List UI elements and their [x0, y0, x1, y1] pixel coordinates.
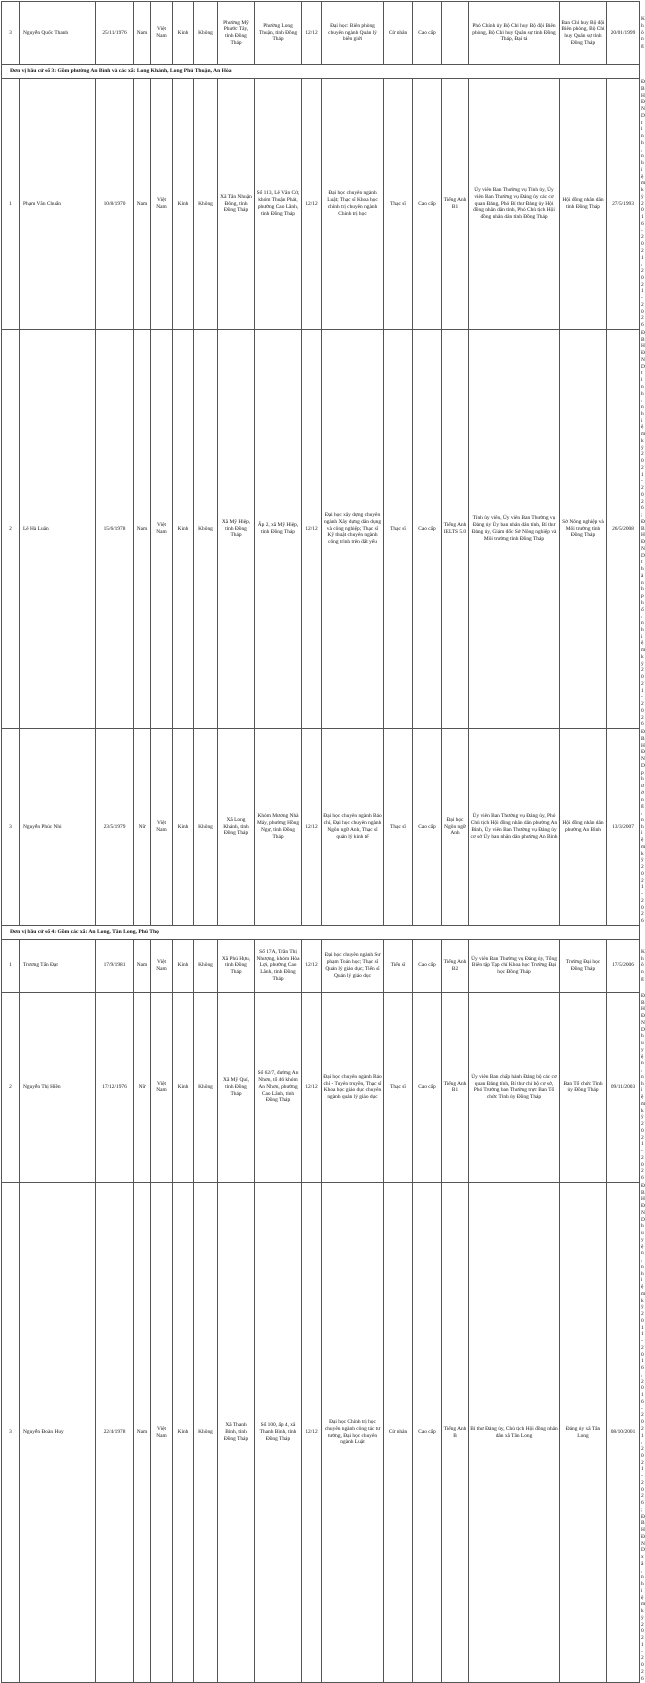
cell-residence: Số 17A, Trần Thị Nhượng, khóm Hòa Lợi, phường Cao Lãnh, tỉnh Đồng Tháp: [255, 939, 302, 992]
cell-party-date: 09/11/2003: [607, 992, 640, 1182]
cell-political: Cao cấp: [413, 79, 442, 330]
cell-party-date: 26/5/2008: [607, 329, 640, 728]
cell-language: Tiếng Anh B1: [442, 79, 469, 330]
cell-party-date: 17/5/2006: [607, 939, 640, 992]
cell-degree: Thạc sĩ: [384, 329, 413, 728]
cell-party-date: 13/3/2007: [607, 729, 640, 926]
cell-language: Tiếng Anh IELTS 5.0: [442, 329, 469, 728]
cell-degree: Thạc sĩ: [384, 729, 413, 926]
cell-ethnicity: Kinh: [173, 939, 194, 992]
cell-language: Tiếng Anh B2: [442, 939, 469, 992]
cell-gender: Nữ: [134, 992, 151, 1182]
cell-religion: Không: [194, 729, 218, 926]
cell-religion: Không: [194, 939, 218, 992]
cell-education: 12/12: [302, 1182, 322, 1683]
cell-hometown: Xã Long Khánh, tỉnh Đồng Tháp: [218, 729, 255, 926]
cell-nationality: Việt Nam: [151, 329, 173, 728]
cell-political: Cao cấp: [413, 2, 442, 65]
cell-ethnicity: Kinh: [173, 992, 194, 1182]
table-row: 3 Nguyễn Đoàn Huy 22/4/1978 Nam Việt Nam Kinh Không Xã Thanh Bình, tỉnh Đồng Tháp Số 100, ấp 4, xã Thanh Bình, tỉnh Đồng Tháp 12/12 Đại học Chính trị học chuyên ngành công tác tư tưởng, Đại học chuyên ngành Luật Cử nhân Cao cấp Tiếng Anh B Bí thư Đảng ủy, Chủ tịch Hội đồng nhân dân xã Tân Long Đảng ủy xã Tân Long 08/10/2001 ĐBHĐND huyện, nhiệm kỳ 2011-2016, 2016-2021, 2021-2026; ĐBHĐND xã, nhiệm kỳ 2021-2026: [2, 1182, 640, 1683]
cell-workplace: Trường Đại học Đồng Tháp: [560, 939, 607, 992]
cell-language: Tiếng Anh B: [442, 1182, 469, 1683]
cell-language: Đại học Ngôn ngữ Anh: [442, 729, 469, 926]
section-header-row: [2, 65, 640, 79]
cell-ethnicity: Kinh: [173, 729, 194, 926]
cell-religion: Không: [194, 79, 218, 330]
cell-specialty: Đại học chuyên ngành Báo chí - Tuyên truyền, Thạc sĩ Khoa học giáo dục chuyên ngành quản lý giáo dục: [322, 992, 384, 1182]
table-row: 2 Lê Hà Luân 15/6/1978 Nam Việt Nam Kinh Không Xã Mỹ Hiệp, tỉnh Đồng Tháp Ấp 2, xã Mỹ Hiệp, tỉnh Đồng Tháp 12/12 Đại học xây dựng chuyên ngành Xây dựng dân dụng và công nghiệp; Thạc sĩ Kỹ thuật chuyên ngành công trình trên đất yếu Thạc sĩ Cao cấp Tiếng Anh IELTS 5.0 Tỉnh ủy viên, Ủy viên Ban Thường vụ Đảng ủy Ủy ban nhân dân tỉnh, Bí thư Đảng ủy, Giám đốc Sở Nông nghiệp và Môi trường tỉnh Đồng Tháp Sở Nông nghiệp và Môi trường tỉnh Đồng Tháp 26/5/2008 ĐBHĐND tỉnh, nhiệm kỳ 2021-2026; ĐBHĐND thành phố, nhiệm kỳ 2021-2026: [2, 329, 640, 728]
cell-position: Ủy viên Ban Thường vụ Đảng ủy, Phó Chủ tịch Hội đồng nhân dân phường An Bình, Ủy viên Ban Thường vụ Đảng ủy cơ sở Ủy ban nhân dân phường An Bình: [469, 729, 560, 926]
cell-ethnicity: Kinh: [173, 1182, 194, 1683]
cell-residence: Phường Long Thuận, tỉnh Đồng Tháp: [255, 2, 302, 65]
cell-degree: Cử nhân: [384, 2, 413, 65]
cell-ethnicity: Kinh: [173, 79, 194, 330]
cell-religion: Không: [194, 992, 218, 1182]
cell-hometown: Xã Mỹ Hiệp, tỉnh Đồng Tháp: [218, 329, 255, 728]
cell-political: Cao cấp: [413, 992, 442, 1182]
cell-language: [442, 2, 469, 65]
cell-nationality: Việt Nam: [151, 729, 173, 926]
cell-specialty: Đại học: Biên phòng chuyên ngành Quản lý biên giới: [322, 2, 384, 65]
cell-nationality: Việt Nam: [151, 939, 173, 992]
table-row: 3 Nguyễn Phúc Nhi 23/5/1979 Nữ Việt Nam Kinh Không Xã Long Khánh, tỉnh Đồng Tháp Khóm Mương Nhà Máy, phường Hồng Ngự, tỉnh Đồng Tháp 12/12 Đại học chuyên ngành Báo chí, Đại học chuyên ngành Ngôn ngữ Anh, Thạc sĩ quản lý kinh tế Thạc sĩ Cao cấp Đại học Ngôn ngữ Anh Ủy viên Ban Thường vụ Đảng ủy, Phó Chủ tịch Hội đồng nhân dân phường An Bình, Ủy viên Ban Thường vụ Đảng ủy cơ sở Ủy ban nhân dân phường An Bình Hội đồng nhân dân phường An Bình 13/3/2007 ĐBHĐND phường, nhiệm kỳ 2021-2026: [2, 729, 640, 926]
cell-name: Nguyễn Đoàn Huy: [20, 1182, 96, 1683]
cell-party-date: 27/5/1993: [607, 79, 640, 330]
cell-name: Nguyễn Phúc Nhi: [20, 729, 96, 926]
cell-dob: 25/11/1976: [96, 2, 134, 65]
cell-workplace: Sở Nông nghiệp và Môi trường tỉnh Đồng Tháp: [560, 329, 607, 728]
cell-workplace: Đảng ủy xã Tân Long: [560, 1182, 607, 1683]
cell-stt: 3: [2, 729, 20, 926]
cell-education: 12/12: [302, 939, 322, 992]
cell-residence: Ấp 2, xã Mỹ Hiệp, tỉnh Đồng Tháp: [255, 329, 302, 728]
cell-degree: Thạc sĩ: [384, 992, 413, 1182]
cell-position: Phó Chính ủy Bộ Chỉ huy Bộ đội Biên phòng, Bộ Chỉ huy Quân sự tỉnh Đồng Tháp, Đại tá: [469, 2, 560, 65]
cell-education: 12/12: [302, 729, 322, 926]
cell-nationality: Việt Nam: [151, 1182, 173, 1683]
cell-degree: Tiến sĩ: [384, 939, 413, 992]
cell-education: 12/12: [302, 992, 322, 1182]
cell-hometown: Xã Tân Nhuận Đông, tỉnh Đồng Tháp: [218, 79, 255, 330]
cell-name: Lê Hà Luân: [20, 329, 96, 728]
cell-dob: 17/12/1976: [96, 992, 134, 1182]
cell-language: Tiếng Anh B1: [442, 992, 469, 1182]
cell-position: Ủy viên Ban Thường vụ Đảng ủy, Tổng Biên tập Tạp chí Khoa học Trường Đại học Đồng Tháp: [469, 939, 560, 992]
cell-religion: Không: [194, 329, 218, 728]
cell-workplace: Ban Tổ chức Tỉnh ủy Đồng Tháp: [560, 992, 607, 1182]
cell-name: Nguyễn Thị Hiền: [20, 992, 96, 1182]
cell-dob: 10/8/1970: [96, 79, 134, 330]
cell-hometown: Xã Phú Hựu, tỉnh Đồng Tháp: [218, 939, 255, 992]
cell-stt: 1: [2, 79, 20, 330]
cell-residence: Khóm Mương Nhà Máy, phường Hồng Ngự, tỉnh Đồng Tháp: [255, 729, 302, 926]
cell-gender: Nam: [134, 1182, 151, 1683]
cell-gender: Nam: [134, 939, 151, 992]
cell-education: 12/12: [302, 79, 322, 330]
cell-degree: Thạc sĩ: [384, 79, 413, 330]
cell-workplace: Ban Chỉ huy Bộ đội Biên phòng, Bộ Chỉ huy Quân sự tỉnh Đồng Tháp: [560, 2, 607, 65]
table-body: [2, 2, 645, 1683]
cell-position: Bí thư Đảng ủy, Chủ tịch Hội đồng nhân dân xã Tân Long: [469, 1182, 560, 1683]
cell-stt: 3: [2, 2, 20, 65]
cell-party-date: 08/10/2001: [607, 1182, 640, 1683]
cell-position: Tỉnh ủy viên, Ủy viên Ban Thường vụ Đảng ủy Ủy ban nhân dân tỉnh, Bí thư Đảng ủy, Giám đốc Sở Nông nghiệp và Môi trường tỉnh Đồng Tháp: [469, 329, 560, 728]
cell-stt: 1: [2, 939, 20, 992]
cell-dob: 23/5/1979: [96, 729, 134, 926]
cell-residence: Số 113, Lê Văn Cử, khóm Thuận Phát, phường Cao Lãnh, tỉnh Đồng Tháp: [255, 79, 302, 330]
cell-religion: Không: [194, 2, 218, 65]
cell-workplace: Hội đồng nhân dân tỉnh Đồng Tháp: [560, 79, 607, 330]
cell-nationality: Việt Nam: [151, 2, 173, 65]
cell-ethnicity: Kinh: [173, 2, 194, 65]
cell-dob: 15/6/1978: [96, 329, 134, 728]
table-row: 1 Phạm Văn Chuẩn 10/8/1970 Nam Việt Nam Kinh Không Xã Tân Nhuận Đông, tỉnh Đồng Tháp Số 113, Lê Văn Cử, khóm Thuận Phát, phường Cao Lãnh, tỉnh Đồng Tháp 12/12 Đại học chuyên ngành Luật; Thạc sĩ Khoa học chính trị chuyên ngành Chính trị học Thạc sĩ Cao cấp Tiếng Anh B1 Ủy viên Ban Thường vụ Tỉnh ủy, Ủy viên Ban Thường vụ Đảng ủy các cơ quan Đảng, Phó Bí thư Đảng ủy Hội đồng nhân dân tỉnh, Phó Chủ tịch Hội đồng nhân dân tỉnh Đồng Tháp Hội đồng nhân dân tỉnh Đồng Tháp 27/5/1993 ĐBHĐND tỉnh, nhiệm kỳ 2016-2021, 2021-2026: [2, 79, 640, 330]
cell-political: Cao cấp: [413, 939, 442, 992]
section-header: Đơn vị bầu cử số 3: Gồm phường An Bình và các xã: Long Khánh, Long Phú Thuận, An Hòa: [2, 65, 640, 79]
cell-education: 12/12: [302, 2, 322, 65]
cell-hometown: Xã Mỹ Quí, tỉnh Đồng Tháp: [218, 992, 255, 1182]
cell-political: Cao cấp: [413, 329, 442, 728]
cell-specialty: Đại học chuyên ngành Luật; Thạc sĩ Khoa học chính trị chuyên ngành Chính trị học: [322, 79, 384, 330]
cell-party-date: 20/01/1999: [607, 2, 640, 65]
cell-specialty: Đại học chuyên ngành Sư phạm Toán học; Thạc sĩ Quản lý giáo dục; Tiến sĩ Quản lý giáo dục: [322, 939, 384, 992]
cell-hometown: Xã Thanh Bình, tỉnh Đồng Tháp: [218, 1182, 255, 1683]
section-header-row: [2, 925, 640, 939]
cell-gender: Nam: [134, 329, 151, 728]
cell-religion: Không: [194, 1182, 218, 1683]
cell-degree: Cử nhân: [384, 1182, 413, 1683]
cell-ethnicity: Kinh: [173, 329, 194, 728]
cell-residence: Số 100, ấp 4, xã Thanh Bình, tỉnh Đồng Tháp: [255, 1182, 302, 1683]
cell-specialty: Đại học xây dựng chuyên ngành Xây dựng dân dụng và công nghiệp; Thạc sĩ Kỹ thuật chuyên ngành công trình trên đất yếu: [322, 329, 384, 728]
cell-political: Cao cấp: [413, 1182, 442, 1683]
cell-stt: 3: [2, 1182, 20, 1683]
cell-specialty: Đại học Chính trị học chuyên ngành công tác tư tưởng, Đại học chuyên ngành Luật: [322, 1182, 384, 1683]
cell-workplace: Hội đồng nhân dân phường An Bình: [560, 729, 607, 926]
cell-name: Phạm Văn Chuẩn: [20, 79, 96, 330]
cell-dob: 22/4/1978: [96, 1182, 134, 1683]
cell-education: 12/12: [302, 329, 322, 728]
cell-stt: 2: [2, 329, 20, 728]
cell-position: Ủy viên Ban Thường vụ Tỉnh ủy, Ủy viên Ban Thường vụ Đảng ủy các cơ quan Đảng, Phó Bí thư Đảng ủy Hội đồng nhân dân tỉnh, Phó Chủ tịch Hội đồng nhân dân tỉnh Đồng Tháp: [469, 79, 560, 330]
cell-nationality: Việt Nam: [151, 992, 173, 1182]
cell-hometown: Phường Mỹ Phước Tây, tỉnh Đồng Tháp: [218, 2, 255, 65]
cell-specialty: Đại học chuyên ngành Báo chí, Đại học chuyên ngành Ngôn ngữ Anh, Thạc sĩ quản lý kinh tế: [322, 729, 384, 926]
cell-stt: 2: [2, 992, 20, 1182]
cell-gender: Nam: [134, 79, 151, 330]
section-header: Đơn vị bầu cử số 4: Gồm các xã: An Long, Tân Long, Phú Thọ: [2, 925, 640, 939]
table-row: 3 Nguyễn Quốc Thanh 25/11/1976 Nam Việt Nam Kinh Không Phường Mỹ Phước Tây, tỉnh Đồng Tháp Phường Long Thuận, tỉnh Đồng Tháp 12/12 Đại học: Biên phòng chuyên ngành Quản lý biên giới Cử nhân Cao cấp Phó Chính ủy Bộ Chỉ huy Bộ đội Biên phòng, Bộ Chỉ huy Quân sự tỉnh Đồng Tháp, Đại tá Ban Chỉ huy Bộ đội Biên phòng, Bộ Chỉ huy Quân sự tỉnh Đồng Tháp 20/01/1999 Không: [2, 2, 640, 65]
cell-nationality: Việt Nam: [151, 79, 173, 330]
cell-gender: Nữ: [134, 729, 151, 926]
cell-dob: 17/9/1981: [96, 939, 134, 992]
cell-gender: Nam: [134, 2, 151, 65]
table-row: 1 Trương Tấn Đạt 17/9/1981 Nam Việt Nam Kinh Không Xã Phú Hựu, tỉnh Đồng Tháp Số 17A, Trần Thị Nhượng, khóm Hòa Lợi, phường Cao Lãnh, tỉnh Đồng Tháp 12/12 Đại học chuyên ngành Sư phạm Toán học; Thạc sĩ Quản lý giáo dục; Tiến sĩ Quản lý giáo dục Tiến sĩ Cao cấp Tiếng Anh B2 Ủy viên Ban Thường vụ Đảng ủy, Tổng Biên tập Tạp chí Khoa học Trường Đại học Đồng Tháp Trường Đại học Đồng Tháp 17/5/2006 Không: [2, 939, 640, 992]
table-row: 2 Nguyễn Thị Hiền 17/12/1976 Nữ Việt Nam Kinh Không Xã Mỹ Quí, tỉnh Đồng Tháp Số 62/7, đường An Nhơn, tổ 46 khóm An Nhơn, phường Cao Lãnh, tỉnh Đồng Tháp 12/12 Đại học chuyên ngành Báo chí - Tuyên truyền, Thạc sĩ Khoa học giáo dục chuyên ngành quản lý giáo dục Thạc sĩ Cao cấp Tiếng Anh B1 Ủy viên Ban chấp hành Đảng bộ các cơ quan Đảng tỉnh, Bí thư chi bộ cơ sở, Phó Trưởng ban Thường trực Ban Tổ chức Tỉnh ủy Đồng Tháp Ban Tổ chức Tỉnh ủy Đồng Tháp 09/11/2003 ĐBHĐND huyện, nhiệm kỳ 2021-2026: [2, 992, 640, 1182]
cell-position: Ủy viên Ban chấp hành Đảng bộ các cơ quan Đảng tỉnh, Bí thư chi bộ cơ sở, Phó Trưởng ban Thường trực Ban Tổ chức Tỉnh ủy Đồng Tháp: [469, 992, 560, 1182]
cell-political: Cao cấp: [413, 729, 442, 926]
candidate-table: [1, 1, 645, 1683]
cell-residence: Số 62/7, đường An Nhơn, tổ 46 khóm An Nhơn, phường Cao Lãnh, tỉnh Đồng Tháp: [255, 992, 302, 1182]
cell-name: Trương Tấn Đạt: [20, 939, 96, 992]
cell-name: Nguyễn Quốc Thanh: [20, 2, 96, 65]
